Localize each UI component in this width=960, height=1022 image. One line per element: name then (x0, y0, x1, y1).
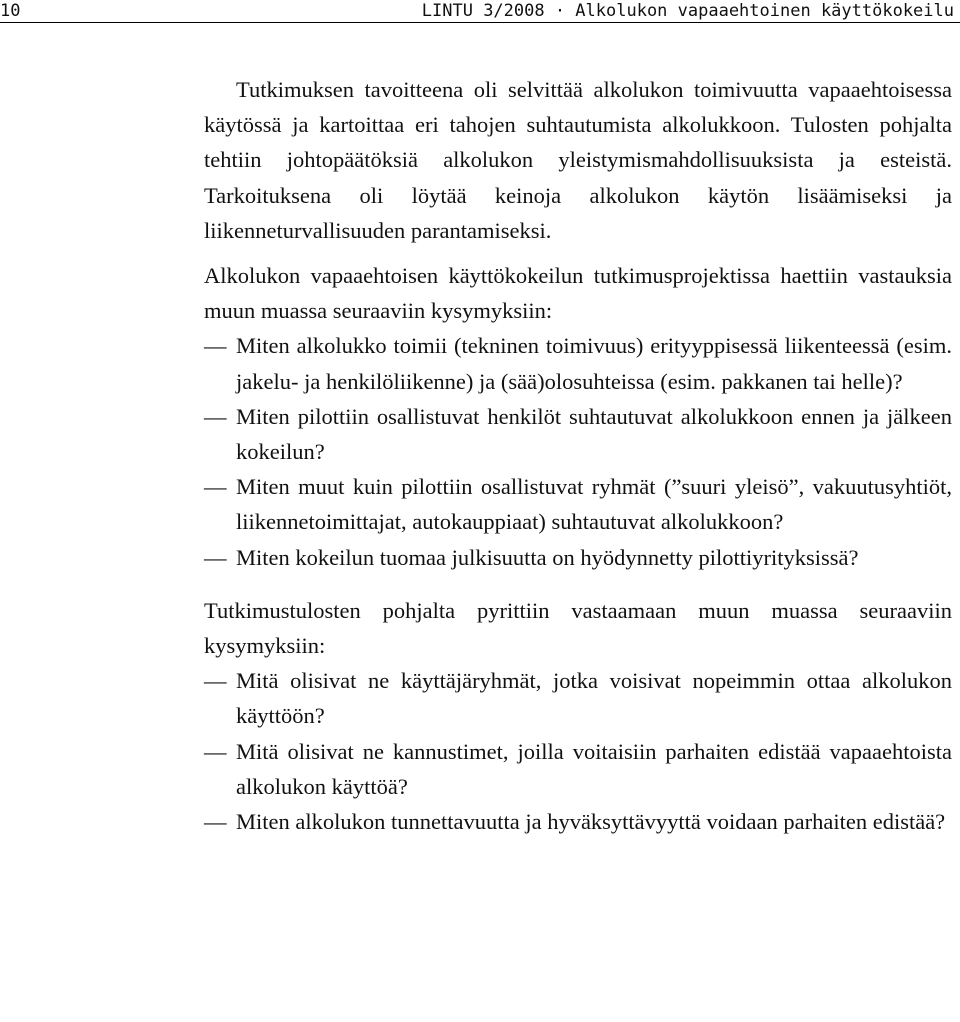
list-item (204, 663, 952, 733)
list-item (204, 804, 952, 839)
dash-bullet: — (204, 544, 227, 570)
list-item-text: Miten alkolukon tunnettavuutta ja hyväksyttävyyttä voidaan parhaiten edistää? (236, 809, 946, 835)
list-item (204, 328, 952, 398)
results-intro-paragraph: Tutkimustulosten pohjalta pyrittiin vastaamaan muun muassa seuraaviin kysymyksiin: (204, 597, 952, 659)
list-item-text: Miten alkolukko toimii (tekninen toimivuus) erityyppisessä liikenteessä (esim. jakelu- ja henkilöliikenne) ja (sää)olosuhteissa (esim. pakkanen tai helle)? (236, 333, 952, 394)
dash-bullet: — (204, 738, 227, 764)
list-item-text: Miten pilottiin osallistuvat henkilöt suhtautuvat alkolukkoon ennen ja jälkeen kokeilun? (236, 403, 952, 465)
dash-bullet: — (204, 333, 227, 359)
list-item-text: Mitä olisivat ne kannustimet, joilla voitaisiin parhaiten edistää vapaaehtoista alkolukon käyttöä? (236, 738, 952, 799)
results-questions-list (204, 663, 952, 839)
page-header (0, 0, 960, 23)
list-item-text: Mitä olisivat ne käyttäjäryhmät, jotka voisivat nopeimmin ottaa alkolukon käyttöön? (236, 668, 952, 729)
page-number: 10 (0, 1, 21, 21)
list-item-text: Miten muut kuin pilottiin osallistuvat ryhmät (”suuri yleisö”, vakuutusyhtiöt, liikennetoimittajat, autokauppiaat) suhtautuvat alkolukkoon? (236, 474, 952, 535)
list-item (204, 540, 952, 575)
dash-bullet: — (204, 809, 227, 835)
article-body (204, 72, 952, 839)
list-item (204, 734, 952, 804)
list-item-text: Miten kokeilun tuomaa julkisuutta on hyödynnetty pilottiyrityksissä? (236, 544, 859, 570)
list-item (204, 399, 952, 469)
questions-list (204, 328, 952, 574)
dash-bullet: — (204, 403, 227, 429)
dash-bullet: — (204, 474, 227, 500)
running-title: LINTU 3/2008 · Alkolukon vapaaehtoinen käyttökokeilu (421, 1, 954, 21)
questions-intro-paragraph: Alkolukon vapaaehtoisen käyttökokeilun tutkimusprojektissa haettiin vastauksia muun muassa seuraaviin kysymyksiin: (204, 263, 952, 324)
intro-paragraph: Tutkimuksen tavoitteena oli selvittää alkolukon toimivuutta vapaaehtoisessa käytössä ja kartoittaa eri tahojen suhtautumista alkolukkoon. Tulosten pohjalta tehtiin johtopäätöksiä alkolukon yleistymismahdollisuuksista ja esteistä. Tarkoituksena oli löytää keinoja alkolukon käytön lisäämiseksi ja liikenneturvallisuuden parantamiseksi. (204, 77, 952, 243)
list-item (204, 469, 952, 539)
dash-bullet: — (204, 668, 227, 694)
